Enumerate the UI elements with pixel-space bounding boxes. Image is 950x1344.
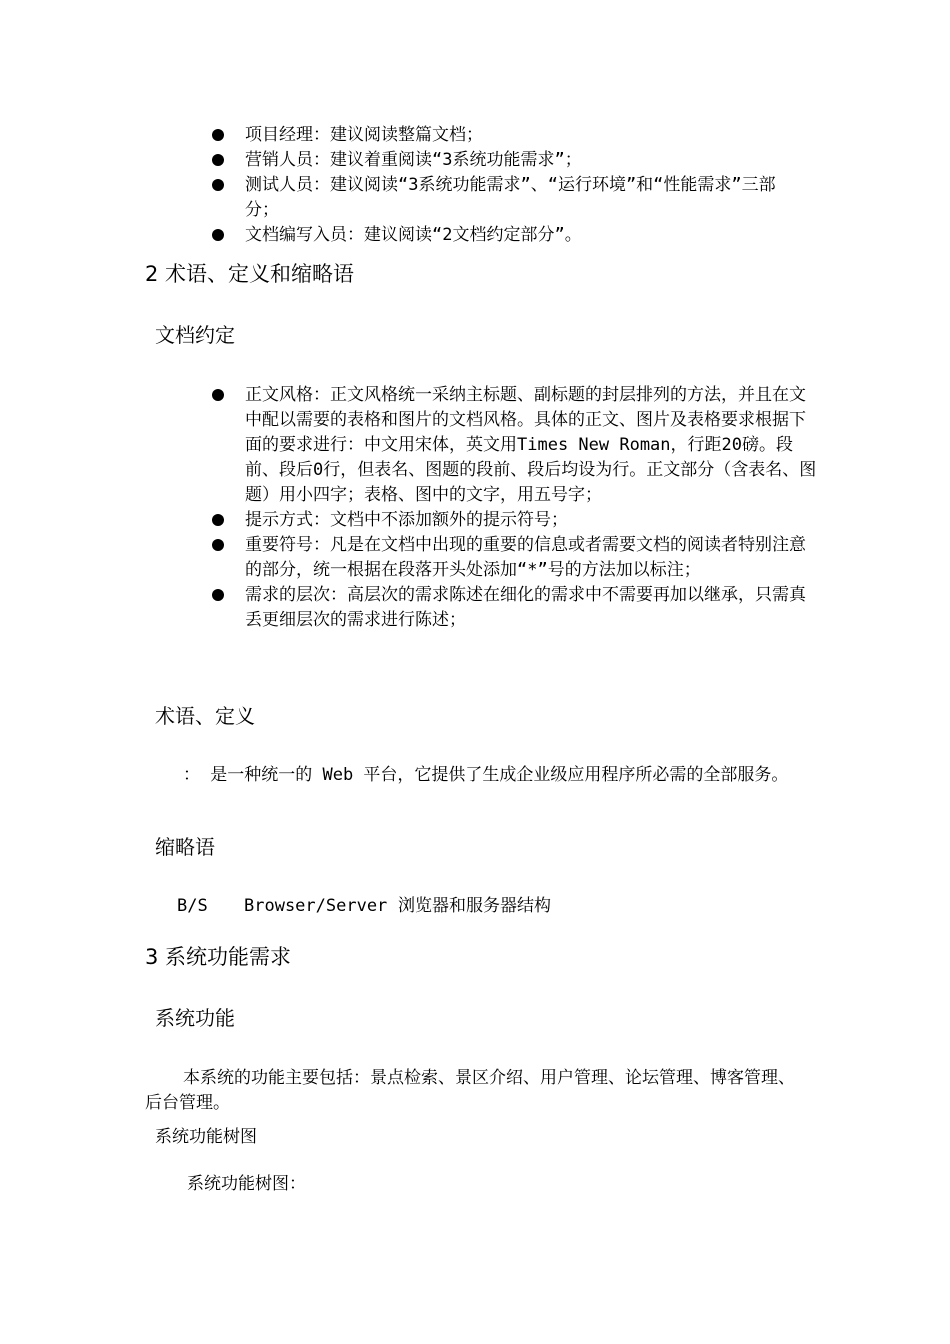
function-tree-heading: 系统功能树图 bbox=[155, 1127, 257, 1147]
list-item bbox=[210, 173, 820, 223]
bullet-icon bbox=[212, 154, 224, 166]
reader-guide-list bbox=[210, 123, 820, 248]
terms-paragraph: ： 是一种统一的 Web 平台，它提供了生成企业级应用程序所必需的全部服务。 bbox=[183, 765, 789, 785]
system-function-heading: 系统功能 bbox=[155, 1006, 235, 1030]
list-item-text: 正文风格：正文风格统一采纳主标题、副标题的封层排列的方法，并且在文中配以需要的表格和图片的文档风格。具体的正文、图片及表格要求根据下面的要求进行：中文用宋体，英文用Times New Roman，行距20磅。段前、段后0行，但表名、图题的段前、段后均设为行。正文部分（含表名、图题）用小四字；表格、图中的文字，用五号字； bbox=[245, 385, 817, 505]
terms-heading: 术语、定义 bbox=[155, 704, 255, 728]
list-item-text: 提示方式：文档中不添加额外的提示符号； bbox=[245, 510, 568, 530]
list-item bbox=[210, 533, 820, 583]
list-item bbox=[210, 148, 820, 173]
abbr-meaning: 浏览器和服务器结构 bbox=[398, 896, 551, 916]
section-2-heading: 2 术语、定义和缩略语 bbox=[145, 262, 355, 286]
list-item bbox=[210, 508, 820, 533]
list-item bbox=[210, 383, 820, 508]
list-item bbox=[210, 583, 820, 633]
list-item-text: 文档编写入员：建议阅读“2文档约定部分”。 bbox=[245, 225, 582, 245]
list-item bbox=[210, 123, 820, 148]
abbr-full: Browser/Server bbox=[244, 896, 388, 916]
list-item-text: 重要符号：凡是在文档中出现的重要的信息或者需要文档的阅读者特别注意的部分，统一根据在段落开头处添加“*”号的方法加以标注； bbox=[245, 535, 806, 580]
bullet-icon bbox=[212, 514, 224, 526]
conventions-list bbox=[210, 383, 820, 633]
list-item-text: 项目经理：建议阅读整篇文档； bbox=[245, 125, 483, 145]
bullet-icon bbox=[212, 539, 224, 551]
bullet-icon bbox=[212, 589, 224, 601]
list-item bbox=[210, 223, 820, 248]
abbr-code: B/S bbox=[177, 896, 208, 916]
doc-conventions-heading: 文档约定 bbox=[155, 323, 235, 347]
bullet-icon bbox=[212, 179, 224, 191]
list-item-text: 营销人员：建议着重阅读“3系统功能需求”； bbox=[245, 150, 582, 170]
system-function-paragraph: 本系统的功能主要包括：景点检索、景区介绍、用户管理、论坛管理、博客管理、后台管理。 bbox=[145, 1068, 795, 1113]
bullet-icon bbox=[212, 229, 224, 241]
bullet-icon bbox=[212, 129, 224, 141]
bullet-icon bbox=[212, 389, 224, 401]
section-3-heading: 3 系统功能需求 bbox=[145, 945, 292, 969]
function-tree-caption: 系统功能树图： bbox=[187, 1174, 306, 1194]
abbreviations-heading: 缩略语 bbox=[155, 835, 215, 859]
list-item-text: 测试人员：建议阅读“3系统功能需求”、“运行环境”和“性能需求”三部分； bbox=[245, 175, 776, 220]
list-item-text: 需求的层次：高层次的需求陈述在细化的需求中不需要再加以继承，只需真丢更细层次的需求进行陈述； bbox=[245, 585, 806, 630]
